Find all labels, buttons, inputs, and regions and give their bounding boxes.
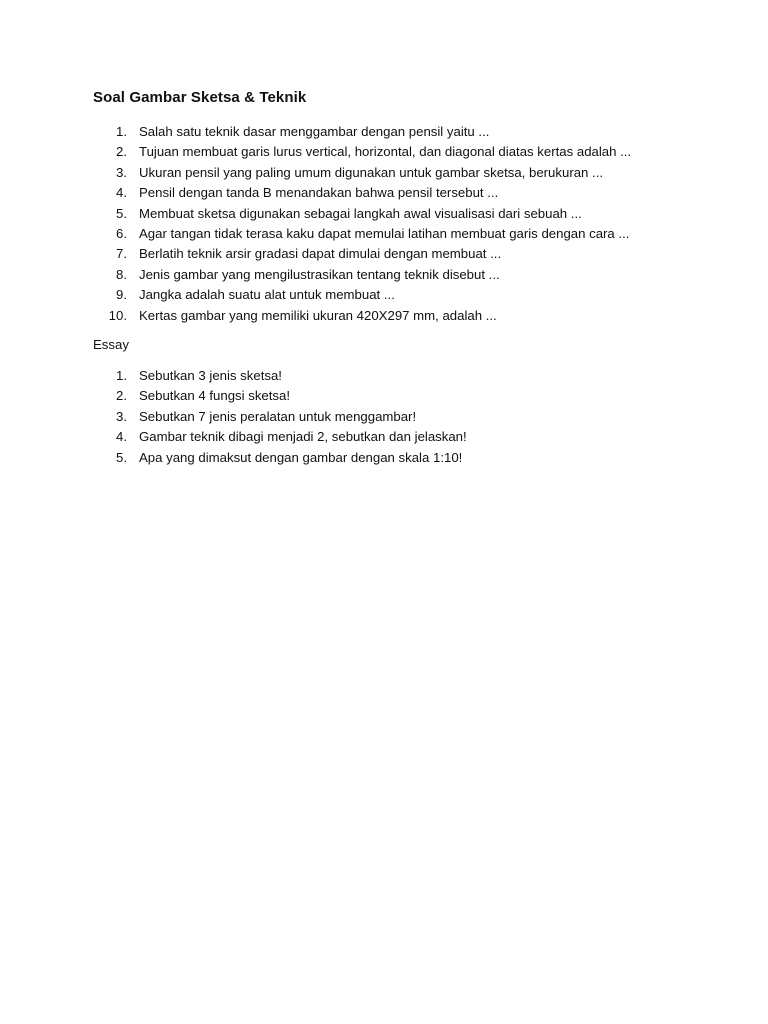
question-text: Pensil dengan tanda B menandakan bahwa pensil tersebut ...	[139, 185, 499, 201]
essay-number: 5.	[116, 449, 127, 465]
question-number: 7.	[116, 246, 127, 262]
question-text: Berlatih teknik arsir gradasi dapat dimulai dengan membuat ...	[139, 246, 502, 262]
question-number: 4.	[116, 185, 127, 201]
essay-text: Gambar teknik dibagi menjadi 2, sebutkan dan jelaskan!	[139, 429, 467, 445]
question-number: 6.	[116, 225, 127, 241]
essay-heading: Essay	[93, 337, 129, 352]
question-number: 3.	[116, 164, 127, 180]
question-text: Agar tangan tidak terasa kaku dapat memulai latihan membuat garis dengan cara ...	[139, 225, 630, 241]
question-text: Jangka adalah suatu alat untuk membuat ...	[139, 287, 395, 303]
essay-text: Sebutkan 4 fungsi sketsa!	[139, 388, 291, 404]
essay-number: 4.	[116, 429, 127, 445]
question-number: 5.	[116, 205, 127, 221]
essay-number: 2.	[116, 388, 127, 404]
question-number: 9.	[116, 287, 127, 303]
question-text: Jenis gambar yang mengilustrasikan tentang teknik disebut ...	[139, 266, 500, 282]
question-number: 8.	[116, 266, 127, 282]
question-number: 2.	[116, 144, 127, 160]
question-text: Tujuan membuat garis lurus vertical, horizontal, dan diagonal diatas kertas adalah ...	[139, 144, 632, 160]
question-text: Salah satu teknik dasar menggambar dengan pensil yaitu ...	[139, 124, 490, 139]
essay-text: Sebutkan 3 jenis sketsa!	[139, 368, 282, 383]
question-number: 1.	[116, 124, 127, 139]
document-title: Soal Gambar Sketsa & Teknik	[93, 89, 307, 106]
essay-number: 1.	[116, 368, 127, 383]
question-number: 10.	[108, 307, 127, 323]
question-text: Kertas gambar yang memiliki ukuran 420X297 mm, adalah ...	[139, 307, 497, 323]
question-text: Membuat sketsa digunakan sebagai langkah awal visualisasi dari sebuah ...	[139, 205, 582, 221]
essay-text: Sebutkan 7 jenis peralatan untuk menggambar!	[139, 408, 417, 424]
question-text: Ukuran pensil yang paling umum digunakan untuk gambar sketsa, berukuran ...	[139, 164, 604, 180]
essay-text: Apa yang dimaksut dengan gambar dengan skala 1:10!	[139, 449, 463, 465]
essay-number: 3.	[116, 408, 127, 424]
